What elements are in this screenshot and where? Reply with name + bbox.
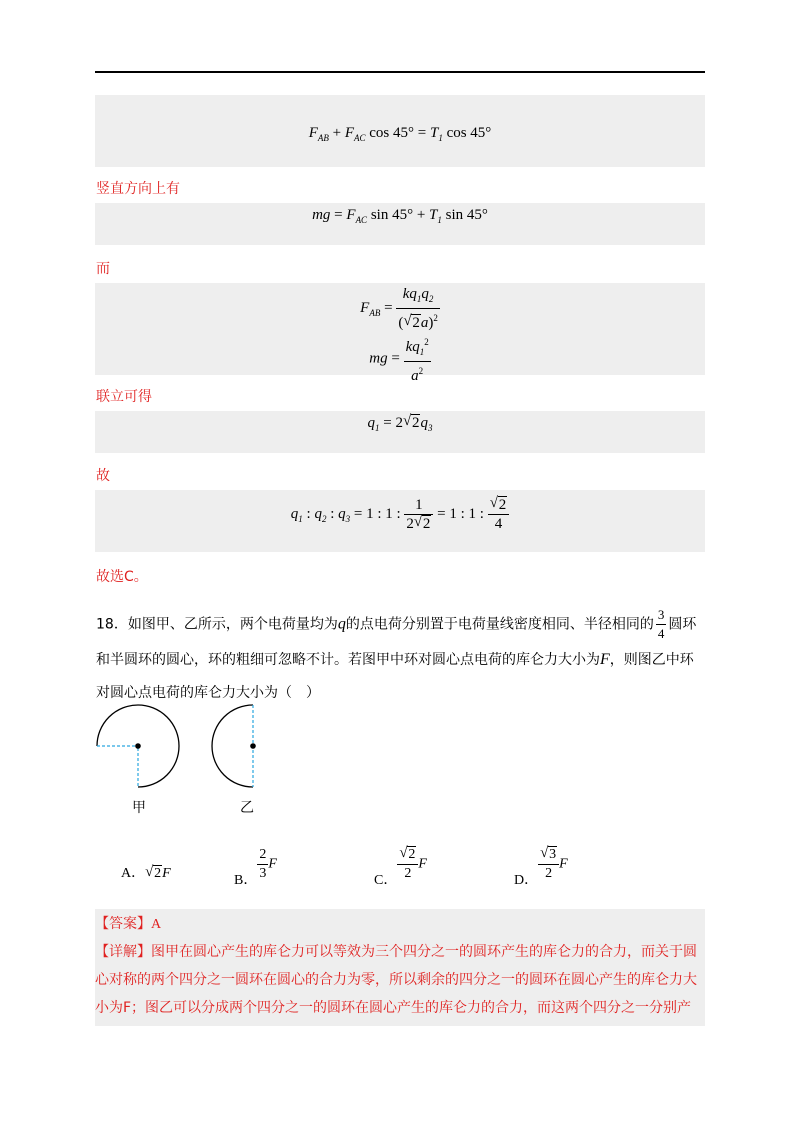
question-text-2a: 和半圆环的圆心，环的粗细可忽略不计。若图甲中环对圆心点电荷的库仑力大小为: [96, 652, 600, 668]
option-c-label: C．: [374, 872, 398, 888]
option-d-label: D．: [514, 872, 539, 888]
equation-box-horizontal: [95, 95, 705, 167]
detail-text-1: 图甲在圆心产生的库仑力可以等效为三个四分之一的圆环产生的库仑力的合力，而关于圆: [151, 944, 697, 960]
question-text-1b: 的点电荷分别置于电荷量线密度相同、半径相同的: [345, 616, 654, 633]
equation-fab: $F_{AB}$ = $kq_1q_2$ ( √ 2a)$^2$: [360, 286, 438, 331]
option-a-label: A．: [121, 866, 146, 881]
figure-jia-caption: 甲: [132, 800, 146, 816]
equation-vertical: mg = $F_{AC}$ $\sin 45^\circ + T_1$ sin 45°: [312, 207, 488, 225]
question-number: 18．: [96, 616, 128, 633]
header-rule: [95, 71, 705, 73]
question-line-2: [96, 651, 694, 669]
option-b-label: B．: [234, 872, 258, 888]
equation-box-ratio: [95, 490, 705, 552]
step-combine-label: 联立可得: [96, 389, 152, 405]
equation-mg: mg = $\frac{kq_1^2}{a^2}$: [95, 333, 705, 385]
equation-box-combine: [95, 411, 705, 453]
detail-line-3: 小为F；图乙可以分成两个四分之一的圆环在圆心产生的库仑力的合力，而这两个四分之一分别产: [95, 1000, 692, 1016]
option-c[interactable]: C． √ 2 2 F: [374, 845, 427, 888]
detail-line-1: [95, 943, 697, 961]
equation-q1: $q_1 = 2$ √ $2q_3$: [367, 413, 433, 433]
step-choose-label: 故选C。: [96, 569, 148, 585]
answer-value: A: [151, 917, 162, 932]
step-therefore-label: 故: [96, 468, 110, 484]
figure-yi-half-ring: [212, 705, 256, 787]
equation-box-vertical: [95, 203, 705, 245]
figure-yi-caption: 乙: [240, 800, 254, 816]
figure-jia-three-quarter-ring: [97, 705, 179, 787]
ring-figures: [92, 700, 272, 796]
equation-horizontal: $F_{AB} + F_{AC}$ $\cos 45^\circ = T_1$ cos 45°: [308, 125, 492, 143]
detail-line-2: 心对称的两个四分之一圆环在圆心的合力为零，所以剩余的四分之一的圆环在圆心产生的库仑力大: [95, 972, 697, 988]
step-and-label: 而: [96, 261, 110, 277]
detail-tag: 【详解】: [95, 944, 151, 960]
answer-box: [95, 909, 705, 1026]
question-line-1: [96, 606, 696, 643]
answer-line: [95, 915, 161, 934]
F-symbol: F: [600, 651, 610, 668]
option-a[interactable]: A． √ 2F: [121, 864, 171, 881]
question-text-1c: 圆环: [668, 616, 697, 633]
q-symbol: q: [337, 615, 346, 633]
three-quarter-fraction: $\frac{3}{4}$: [657, 607, 665, 641]
answer-tag: 【答案】: [95, 916, 151, 932]
option-b[interactable]: B． $\frac{2}{3}$ F: [234, 847, 277, 888]
question-text-1a: 如图甲、乙所示，两个电荷量均为: [127, 616, 338, 633]
step-vertical-label: 竖直方向上有: [96, 181, 180, 197]
equation-ratio: $q_1$ : $q_2$ : $q_3 = 1$ : 1 : 1 2 √ 2 = 1 : 1 : √ 2 4: [95, 496, 705, 533]
option-d[interactable]: D． √ 3 2 F: [514, 845, 568, 888]
equation-box-coulomb: [95, 283, 705, 384]
question-text-2b: ，则图乙中环: [609, 652, 694, 668]
question-line-3: 对圆心点电荷的库仑力大小为（ ）: [96, 685, 320, 701]
